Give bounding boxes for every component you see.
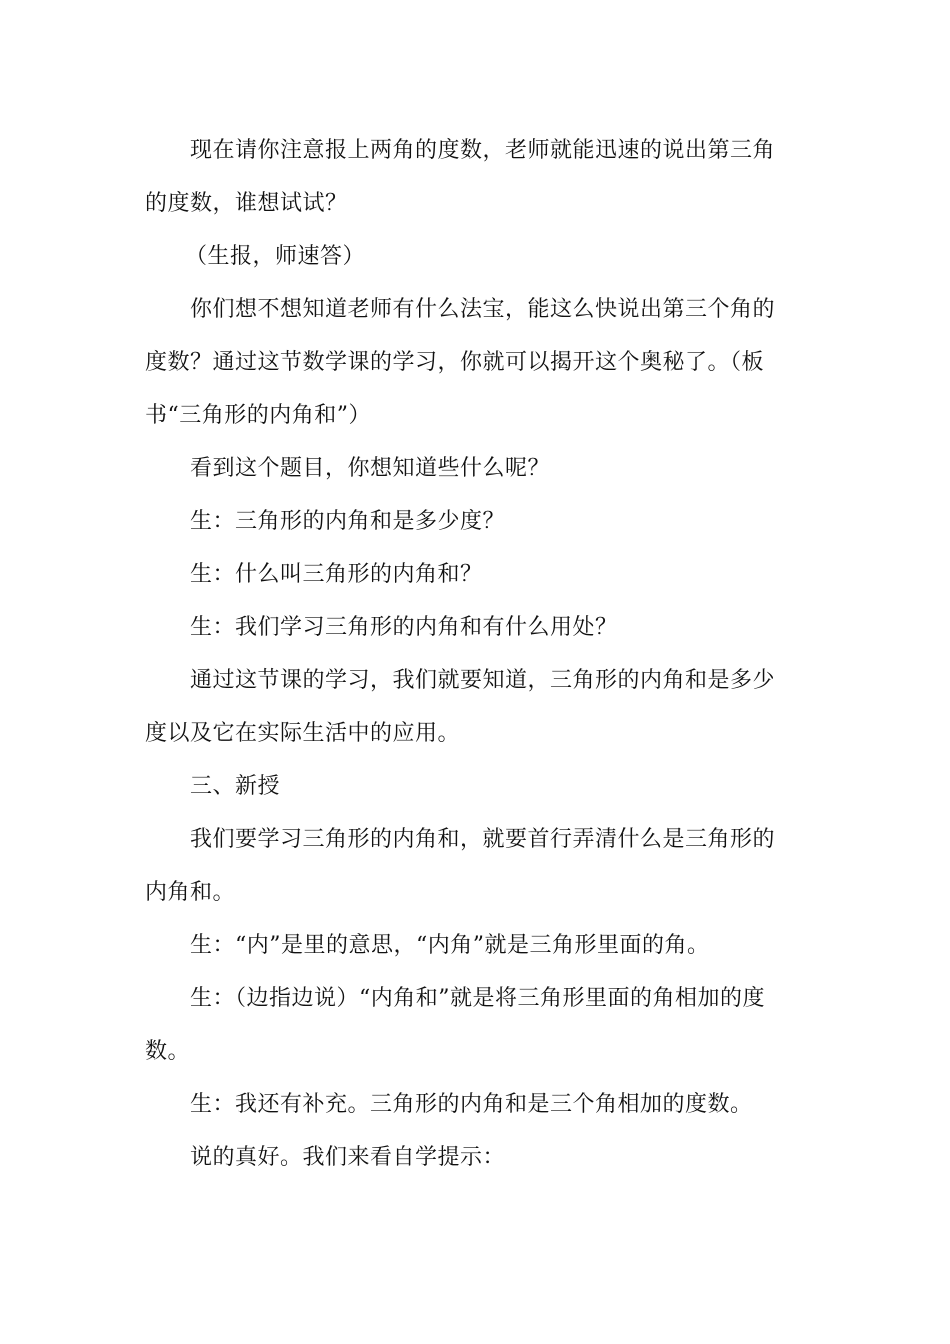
paragraph: 生：什么叫三角形的内角和？ bbox=[190, 562, 483, 587]
paragraph: （生报，师速答） bbox=[185, 244, 366, 269]
paragraph: 说的真好。我们来看自学提示： bbox=[190, 1145, 506, 1170]
paragraph: 现在请你注意报上两角的度数，老师就能迅速的说出第三角的度数，谁想试试？ bbox=[145, 138, 776, 216]
paragraph: 你们想不想知道老师有什么法宝，能这么快说出第三个角的度数？通过这节数学课的学习，你就可以揭开这个奥秘了。（板书“三角形的内角和”） bbox=[145, 297, 776, 428]
paragraph: 生：三角形的内角和是多少度？ bbox=[190, 509, 506, 534]
paragraph: 看到这个题目，你想知道些什么呢？ bbox=[190, 456, 551, 481]
paragraph: 生：我们学习三角形的内角和有什么用处？ bbox=[190, 615, 618, 640]
document-body bbox=[145, 124, 797, 1184]
paragraph: 我们要学习三角形的内角和，就要首行弄清什么是三角形的内角和。 bbox=[145, 827, 776, 905]
paragraph: 通过这节课的学习，我们就要知道，三角形的内角和是多少度以及它在实际生活中的应用。 bbox=[145, 668, 776, 746]
paragraph: 生：“内”是里的意思，“内角”就是三角形里面的角。 bbox=[190, 933, 710, 958]
paragraph: 生：（边指边说）“内角和”就是将三角形里面的角相加的度数。 bbox=[145, 986, 765, 1064]
paragraph: 生：我还有补充。三角形的内角和是三个角相加的度数。 bbox=[190, 1092, 753, 1117]
section-heading: 三、新授 bbox=[190, 774, 281, 799]
